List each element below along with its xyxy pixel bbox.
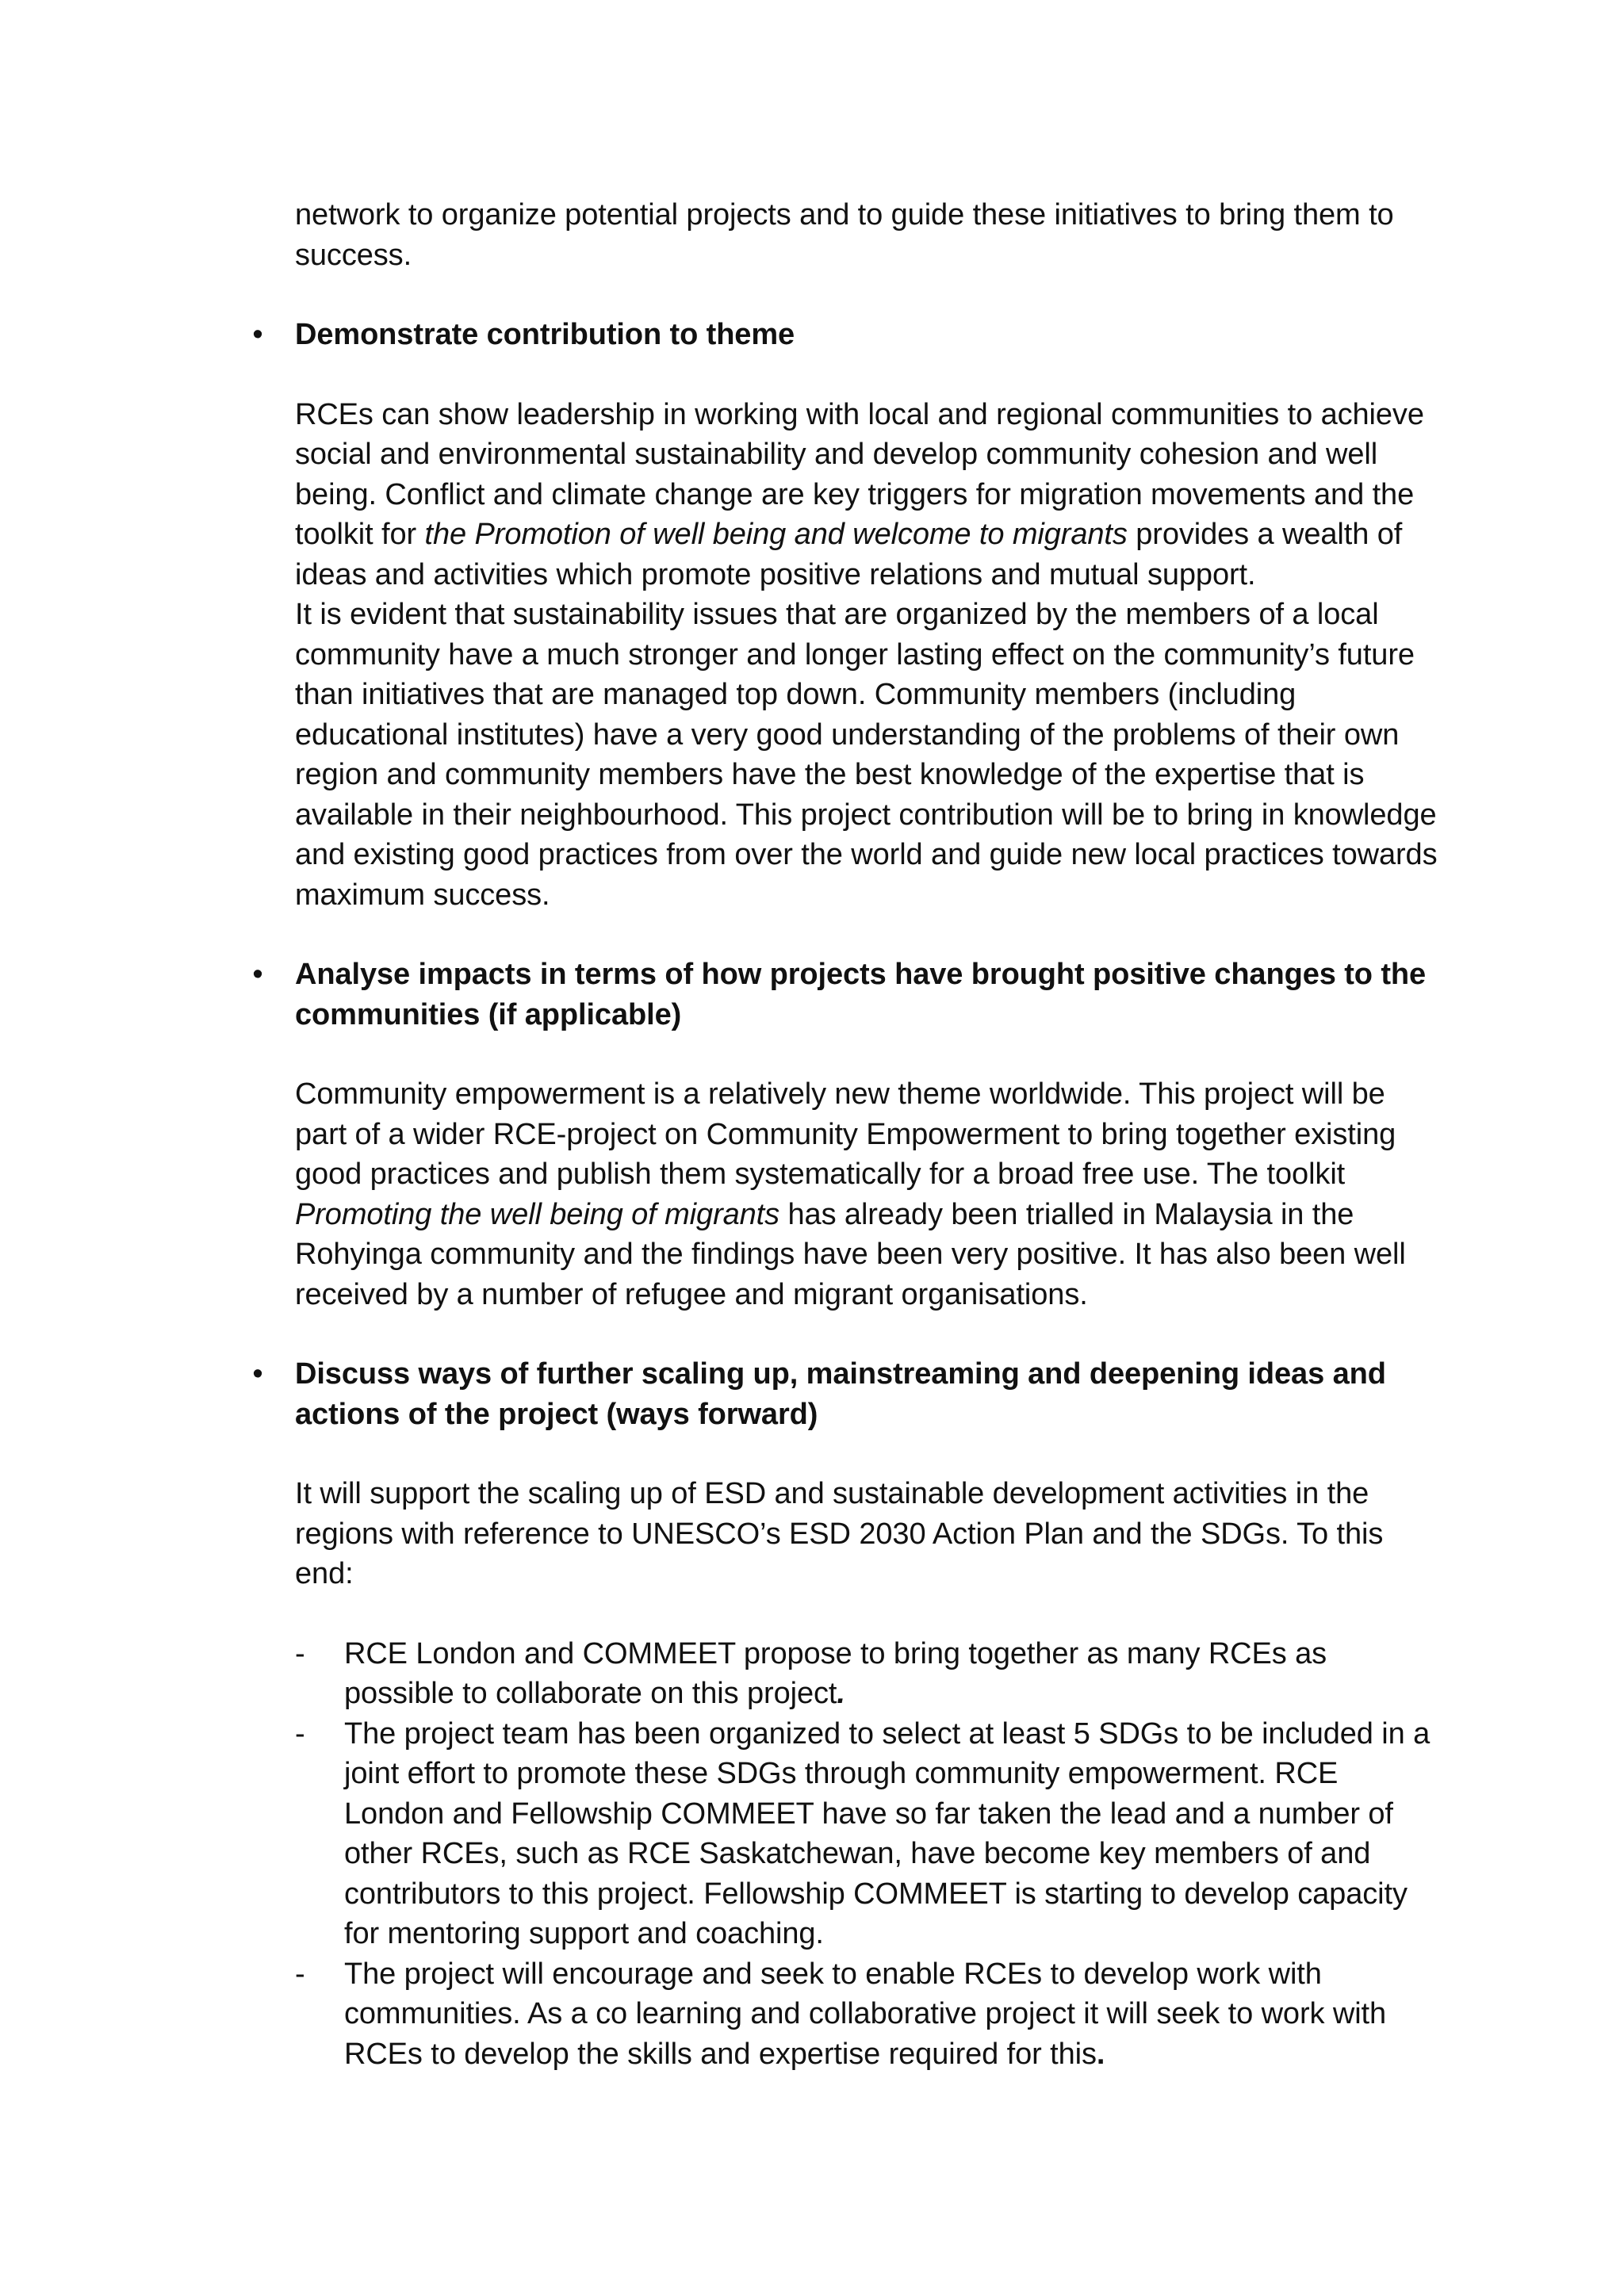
bullet-icon: • <box>252 1357 263 1391</box>
section-impacts <box>252 955 1445 1314</box>
spacer <box>295 915 1445 955</box>
spacer <box>295 1035 1445 1074</box>
dash-icon: - <box>295 1957 305 1991</box>
spacer <box>295 1434 1445 1474</box>
spacer <box>295 355 1445 395</box>
document-body <box>252 195 1445 2074</box>
list-item: - RCE London and COMMEET propose to bring together as many RCEs as possible to collaborate on this project. <box>344 1634 1445 1714</box>
dash-list <box>295 1634 1445 2075</box>
spacer <box>295 275 1445 315</box>
section-paragraph: It is evident that sustainability issues that are organized by the members of a local community have a much stronger and longer lasting effect on the community’s future than initiatives that are managed top down. Community members (including educational institutes) have a very good understanding of the problems of their own region and community members have the best knowledge of the expertise that is available in their neighbourhood. This project contribution will be to bring in knowledge and existing good practices from over the world and guide new local practices towards maximum success. <box>295 598 1438 912</box>
section-paragraph: RCEs can show leadership in working with local and regional communities to achieve social and environmental sustainability and develop community cohesion and well being. Conflict and climate change are key triggers for migration movements and the toolkit for the Promotion of well being and welcome to migrants provides a wealth of ideas and activities which promote positive relations and mutual support. <box>295 397 1424 591</box>
dash-icon: - <box>295 1636 305 1670</box>
section-paragraph: Community empowerment is a relatively new theme worldwide. This project will be part of a wider RCE-project on Community Empowerment to bring together existing good practices and publish them systematically for a broad free use. The toolkit Promoting the well being of migrants has already been trialled in Malaysia in the Rohyinga community and the findings have been very positive. It has also been well received by a number of refugee and migrant organisations. <box>295 1077 1406 1311</box>
section-paragraph: It will support the scaling up of ESD and sustainable development activities in the regions with reference to UNESCO’s ESD 2030 Action Plan and the SDGs. To this end: <box>295 1477 1384 1590</box>
spacer <box>295 1314 1445 1354</box>
list-item: - The project will encourage and seek to enable RCEs to develop work with communities. As a co learning and collaborative project it will seek to work with RCEs to develop the skills and expertise required for this. <box>344 1954 1445 2075</box>
section-heading: Analyse impacts in terms of how projects have brought positive changes to the communities (if applicable) <box>295 958 1427 1031</box>
section-contribution <box>252 315 1445 915</box>
bullet-icon: • <box>252 318 263 351</box>
section-ways-forward <box>252 1354 1445 2074</box>
list-item: - The project team has been organized to select at least 5 SDGs to be included in a joint effort to promote these SDGs through community empowerment. RCE London and Fellowship COMMEET have so far taken the lead and a number of other RCEs, such as RCE Saskatchewan, have become key members of and contributors to this project. Fellowship COMMEET is starting to develop capacity for mentoring support and coaching. <box>344 1714 1445 1954</box>
bullet-icon: • <box>252 958 263 991</box>
intro-paragraph: network to organize potential projects and to guide these initiatives to bring them to success. <box>295 198 1394 272</box>
spacer <box>295 1594 1445 1634</box>
section-heading: Discuss ways of further scaling up, mainstreaming and deepening ideas and actions of the project (ways forward) <box>295 1357 1386 1431</box>
dash-icon: - <box>295 1716 305 1751</box>
section-heading: Demonstrate contribution to theme <box>295 318 795 351</box>
